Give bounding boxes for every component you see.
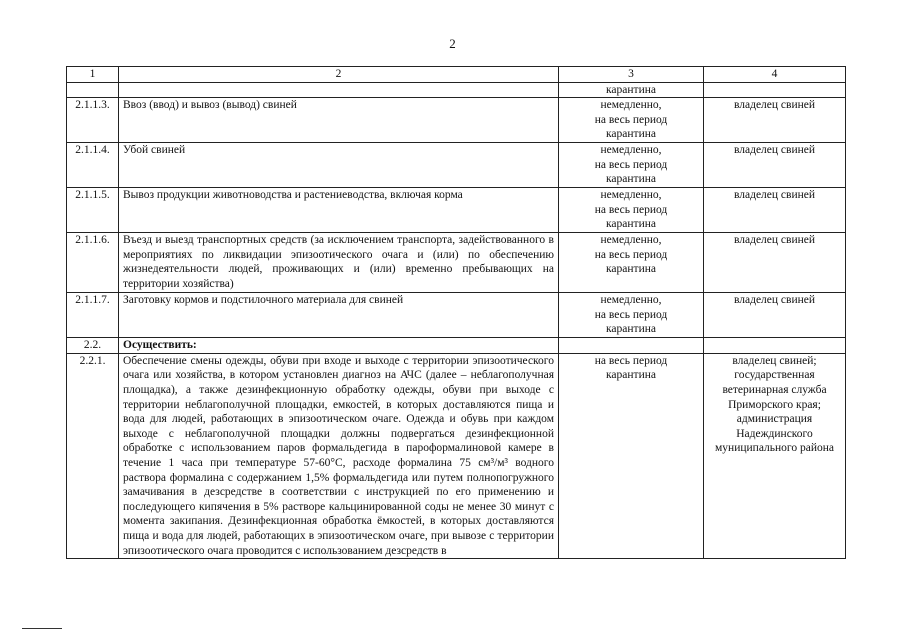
page-number: 2 xyxy=(449,36,456,51)
table-row xyxy=(67,353,846,558)
continuation-row xyxy=(67,82,846,98)
section-row xyxy=(67,338,846,354)
responsible-cell: владелец свиней xyxy=(704,143,846,188)
row-number: 2.1.1.3. xyxy=(67,98,119,143)
measure-text: Обеспечение смены одежды, обуви при входе и выходе с территории эпизоотического очага или хозяйства, в котором установлен диагноз на АЧС (далее – неблагополучная площадка), а также дезинфекционную обработку одежды, обуви при выходе с территории неблагополучной площадки, емкостей, в которых доставляются пища и вода для людей, работающих в эпизоотическом очаге. Одежда и обувь при каждом выходе с неблагополучной площадки должны подвергаться дезинфекционной обработке с использованием паров формальдегида в пароформалиновой камере в течение 1 часа при температуре 57-60°С, расходе формалина 75 см³/м³ водного раствора формалина с содержанием 1,5% формальдегида или путем полнопогружного замачивания в дезсредстве в соответствии с инструкцией по его применению и последующего кипячения в 5% растворе кальцинированной соды не менее 30 минут с момента закипания. Дезинфекционная обработка ёмкостей, в которых доставляются пища и вода для людей, работающих в эпизоотическом очаге, при вывозе с территории эпизоотического очага проводится с использованием дезсредств в xyxy=(119,353,559,558)
section-title: Осуществить: xyxy=(119,338,559,354)
measure-text: Вывоз продукции животноводства и растениеводства, включая корма xyxy=(119,188,559,233)
table-row xyxy=(67,143,846,188)
header-cell-3: 3 xyxy=(559,67,704,83)
table-row xyxy=(67,98,846,143)
row-number: 2.2.1. xyxy=(67,353,119,558)
table-header-row xyxy=(67,67,846,83)
measure-text: Въезд и выезд транспортных средств (за исключением транспорта, задействованного в мероприятиях по ликвидации эпизоотического очага и (или) по обеспечению жизнедеятельности людей, проживающих и (или) временно пребывающих на территории хозяйства) xyxy=(119,233,559,293)
measure-text: Ввоз (ввод) и вывоз (вывод) свиней xyxy=(119,98,559,143)
header-cell-2: 2 xyxy=(119,67,559,83)
term-cell: немедленно, на весь период карантина xyxy=(559,293,704,338)
term-cell: карантина xyxy=(559,82,704,98)
term-cell: на весь период карантина xyxy=(559,353,704,558)
term-cell: немедленно, на весь период карантина xyxy=(559,188,704,233)
table-row xyxy=(67,188,846,233)
responsible-cell: владелец свиней; государственная ветеринарная служба Приморского края; администрация Надеждинского муниципального района xyxy=(704,353,846,558)
section-number: 2.2. xyxy=(67,338,119,354)
table-row xyxy=(67,293,846,338)
footnote-separator xyxy=(22,628,62,629)
header-cell-1: 1 xyxy=(67,67,119,83)
table-row xyxy=(67,233,846,293)
header-cell-4: 4 xyxy=(704,67,846,83)
responsible-cell: владелец свиней xyxy=(704,233,846,293)
measures-table xyxy=(66,66,846,559)
term-cell: немедленно, на весь период карантина xyxy=(559,98,704,143)
term-cell: немедленно, на весь период карантина xyxy=(559,233,704,293)
responsible-cell: владелец свиней xyxy=(704,293,846,338)
measure-text: Заготовку кормов и подстилочного материала для свиней xyxy=(119,293,559,338)
term-cell: немедленно, на весь период карантина xyxy=(559,143,704,188)
row-number: 2.1.1.7. xyxy=(67,293,119,338)
row-number: 2.1.1.6. xyxy=(67,233,119,293)
measure-text: Убой свиней xyxy=(119,143,559,188)
row-number: 2.1.1.4. xyxy=(67,143,119,188)
row-number: 2.1.1.5. xyxy=(67,188,119,233)
responsible-cell: владелец свиней xyxy=(704,98,846,143)
responsible-cell: владелец свиней xyxy=(704,188,846,233)
